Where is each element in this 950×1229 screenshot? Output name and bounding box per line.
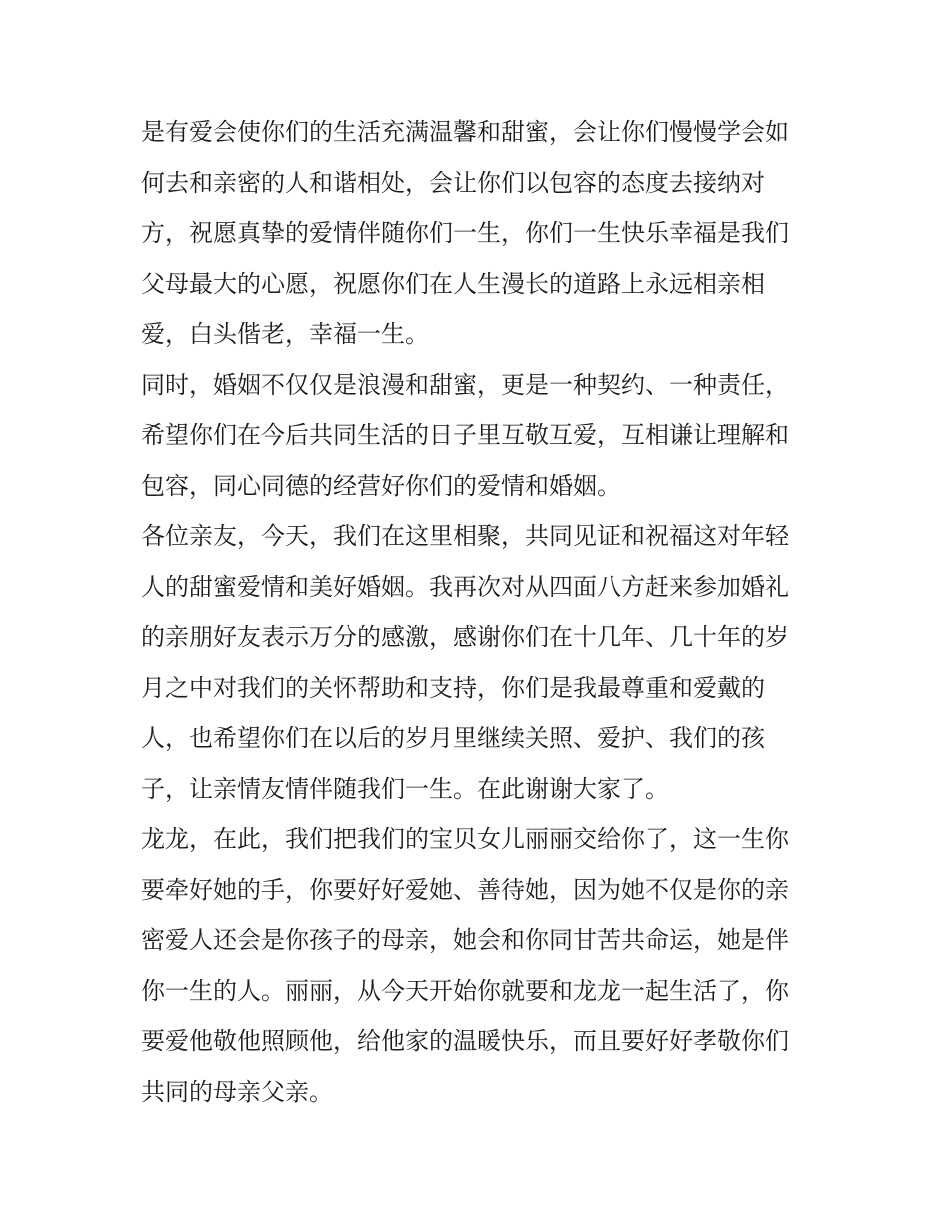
- text-line: 龙龙，在此，我们把我们的宝贝女儿丽丽交给你了，这一生你: [141, 825, 789, 853]
- text-line: 希望你们在今后共同生活的日子里互敬互爱，互相谦让理解和: [141, 421, 789, 449]
- text-line: 密爱人还会是你孩子的母亲，她会和你同甘苦共命运，她是伴: [141, 926, 789, 954]
- body-text: [141, 107, 841, 1117]
- text-line: 是有爱会使你们的生活充满温馨和甜蜜，会让你们慢慢学会如: [141, 118, 789, 146]
- text-line: 人，也希望你们在以后的岁月里继续关照、爱护、我们的孩: [141, 724, 765, 752]
- text-line: 子，让亲情友情伴随我们一生。在此谢谢大家了。: [141, 774, 669, 803]
- text-line: 共同的母亲父亲。: [141, 1077, 333, 1106]
- text-line: 方，祝愿真挚的爱情伴随你们一生，你们一生快乐幸福是我们: [141, 219, 789, 247]
- text-line: 同时，婚姻不仅仅是浪漫和甜蜜，更是一种契约、一种责任，: [141, 370, 789, 399]
- text-line: 要爱他敬他照顾他，给他家的温暖快乐，而且要好好孝敬你们: [141, 1027, 789, 1055]
- text-line: 爱，白头偕老，幸福一生。: [141, 320, 429, 348]
- text-line: 父母最大的心愿，祝愿你们在人生漫长的道路上永远相亲相: [141, 269, 765, 298]
- text-line: 包容，同心同德的经营好你们的爱情和婚姻。: [141, 471, 621, 500]
- text-line: 月之中对我们的关怀帮助和支持，你们是我最尊重和爱戴的: [141, 673, 765, 702]
- text-line: 你一生的人。丽丽，从今天开始你就要和龙龙一起生活了，你: [141, 976, 789, 1005]
- text-line: 的亲朋好友表示万分的感激，感谢你们在十几年、几十年的岁: [141, 623, 789, 651]
- text-line: 各位亲友，今天，我们在这里相聚，共同见证和祝福这对年轻: [141, 522, 789, 550]
- text-line: 何去和亲密的人和谐相处，会让你们以包容的态度去接纳对: [141, 168, 765, 197]
- text-line: 人的甜蜜爱情和美好婚姻。我再次对从四面八方赶来参加婚礼: [141, 572, 789, 601]
- text-line: 要牵好她的手，你要好好爱她、善待她，因为她不仅是你的亲: [141, 875, 789, 904]
